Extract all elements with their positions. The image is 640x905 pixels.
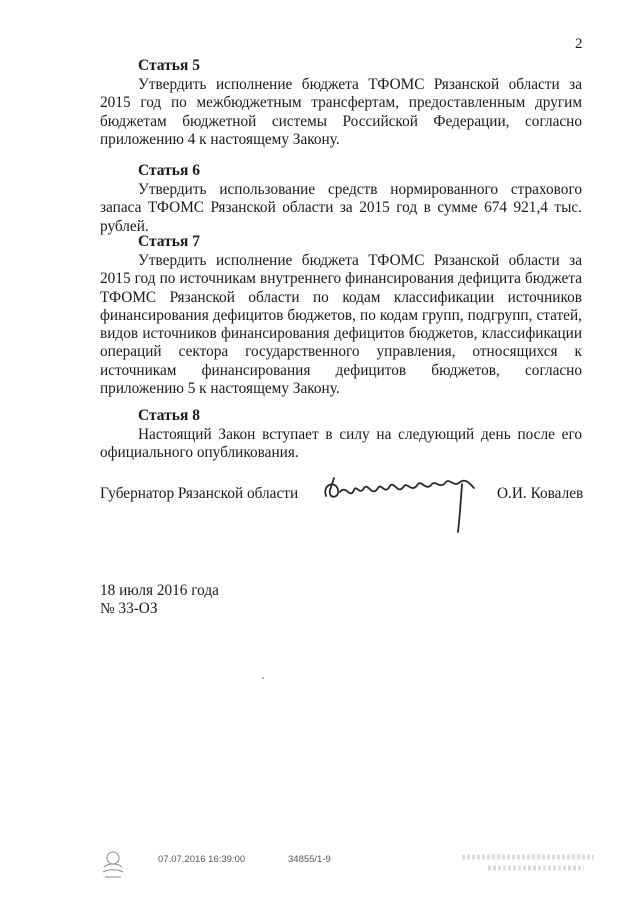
article-7 [100,233,582,398]
handwritten-signature [320,470,480,536]
page-number: 2 [575,36,583,52]
article-heading: Статья 7 [138,233,200,250]
faded-watermark [458,851,598,877]
signing-date: 18 июля 2016 года [100,582,219,599]
article-6 [100,162,582,236]
article-heading: Статья 8 [138,407,200,424]
governor-title: Губернатор Рязанской области [100,485,299,502]
article-heading: Статья 6 [138,162,200,179]
emblem-stamp [100,849,126,879]
signing-info [100,582,219,618]
scan-speck [262,677,264,679]
article-text: Утвердить исполнение бюджета ТФОМС Рязанской области за 2015 год по источникам внутреннего финансирования дефицита бюджета ТФОМС Рязанской области по кодам классификации источников финансирования дефицитов бюджетов, по кодам групп, подгрупп, статей, видов источников финансирования дефицитов бюджетов, классификации операций сектора государственного управления, относящихся к источникам финансирования дефицитов бюджетов, согласно приложению 5 к настоящему Закону. [100,252,582,398]
article-text: Настоящий Закон вступает в силу на следующий день после его официального опубликования. [100,426,582,462]
article-text: Утвердить использование средств нормированного страхового запаса ТФОМС Рязанской области за 2015 год в сумме 674 921,4 тыс. рублей. [100,181,582,235]
article-text: Утвердить исполнение бюджета ТФОМС Рязанской области за 2015 год по межбюджетным трансфертам, предоставленным другим бюджетам бюджетной системы Российской Федерации, согласно приложению 4 к настоящему Закону. [100,76,582,148]
law-number: № 33-ОЗ [100,600,158,617]
footer-datetime: 07.07.2016 16:39:00 [158,854,246,865]
footer-code: 34855/1-9 [288,854,331,865]
article-heading: Статья 5 [138,57,200,74]
governor-name: О.И. Ковалев [497,485,584,502]
article-5 [100,57,582,149]
article-8 [100,407,582,463]
